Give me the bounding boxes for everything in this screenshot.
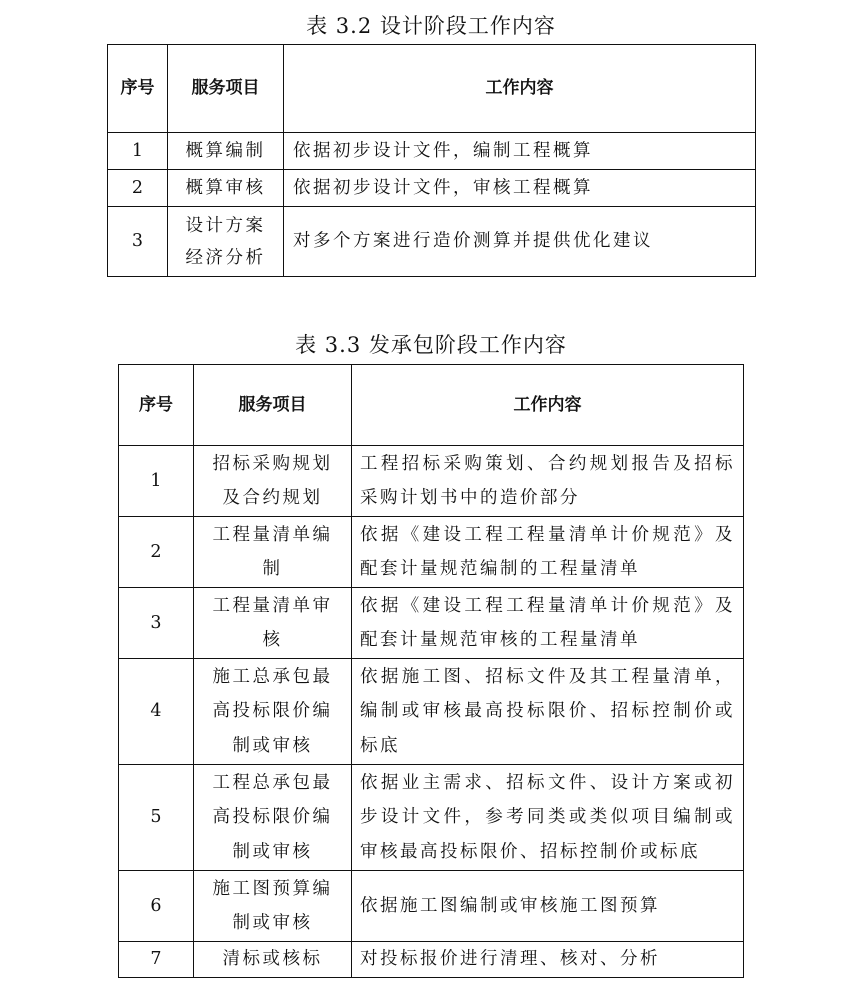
table-3-3 bbox=[118, 364, 744, 978]
row-item: 施工图预算编制或审核 bbox=[194, 871, 352, 942]
row-no: 2 bbox=[119, 517, 194, 588]
table-row bbox=[108, 207, 756, 277]
row-no: 1 bbox=[108, 133, 168, 170]
table-row bbox=[108, 133, 756, 170]
row-no: 3 bbox=[119, 588, 194, 659]
table-header-row bbox=[119, 365, 744, 446]
header-item: 服务项目 bbox=[168, 45, 284, 133]
row-content: 依据《建设工程工程量清单计价规范》及配套计量规范编制的工程量清单 bbox=[352, 517, 744, 588]
table-header-row bbox=[108, 45, 756, 133]
table-3-2 bbox=[107, 44, 756, 277]
row-content: 依据初步设计文件，审核工程概算 bbox=[284, 170, 756, 207]
row-content: 依据施工图编制或审核施工图预算 bbox=[352, 871, 744, 942]
row-item: 施工总承包最高投标限价编制或审核 bbox=[194, 659, 352, 765]
header-no: 序号 bbox=[108, 45, 168, 133]
row-item: 清标或核标 bbox=[194, 942, 352, 978]
table-row bbox=[119, 942, 744, 978]
row-content: 依据《建设工程工程量清单计价规范》及配套计量规范审核的工程量清单 bbox=[352, 588, 744, 659]
row-content: 工程招标采购策划、合约规划报告及招标采购计划书中的造价部分 bbox=[352, 446, 744, 517]
table-row bbox=[108, 170, 756, 207]
header-item: 服务项目 bbox=[194, 365, 352, 446]
header-content: 工作内容 bbox=[284, 45, 756, 133]
row-content: 依据初步设计文件，编制工程概算 bbox=[284, 133, 756, 170]
row-no: 5 bbox=[119, 765, 194, 871]
table-row bbox=[119, 659, 744, 765]
row-item: 概算审核 bbox=[168, 170, 284, 207]
row-content: 依据施工图、招标文件及其工程量清单，编制或审核最高投标限价、招标控制价或标底 bbox=[352, 659, 744, 765]
table-row bbox=[119, 765, 744, 871]
row-item: 工程总承包最高投标限价编制或审核 bbox=[194, 765, 352, 871]
row-item: 招标采购规划及合约规划 bbox=[194, 446, 352, 517]
table-3-3-caption: 表 3.3 发承包阶段工作内容 bbox=[295, 333, 567, 357]
row-content: 对多个方案进行造价测算并提供优化建议 bbox=[284, 207, 756, 277]
row-item: 设计方案经济分析 bbox=[168, 207, 284, 277]
row-no: 4 bbox=[119, 659, 194, 765]
table-3-2-caption: 表 3.2 设计阶段工作内容 bbox=[306, 14, 556, 38]
table-row bbox=[119, 517, 744, 588]
table-row bbox=[119, 871, 744, 942]
row-content: 依据业主需求、招标文件、设计方案或初步设计文件，参考同类或类似项目编制或审核最高投标限价、招标控制价或标底 bbox=[352, 765, 744, 871]
header-no: 序号 bbox=[119, 365, 194, 446]
row-no: 7 bbox=[119, 942, 194, 978]
row-no: 3 bbox=[108, 207, 168, 277]
row-item: 工程量清单编制 bbox=[194, 517, 352, 588]
row-content: 对投标报价进行清理、核对、分析 bbox=[352, 942, 744, 978]
row-item: 工程量清单审核 bbox=[194, 588, 352, 659]
table-row bbox=[119, 446, 744, 517]
row-no: 2 bbox=[108, 170, 168, 207]
row-no: 6 bbox=[119, 871, 194, 942]
table-row bbox=[119, 588, 744, 659]
row-item: 概算编制 bbox=[168, 133, 284, 170]
row-no: 1 bbox=[119, 446, 194, 517]
header-content: 工作内容 bbox=[352, 365, 744, 446]
